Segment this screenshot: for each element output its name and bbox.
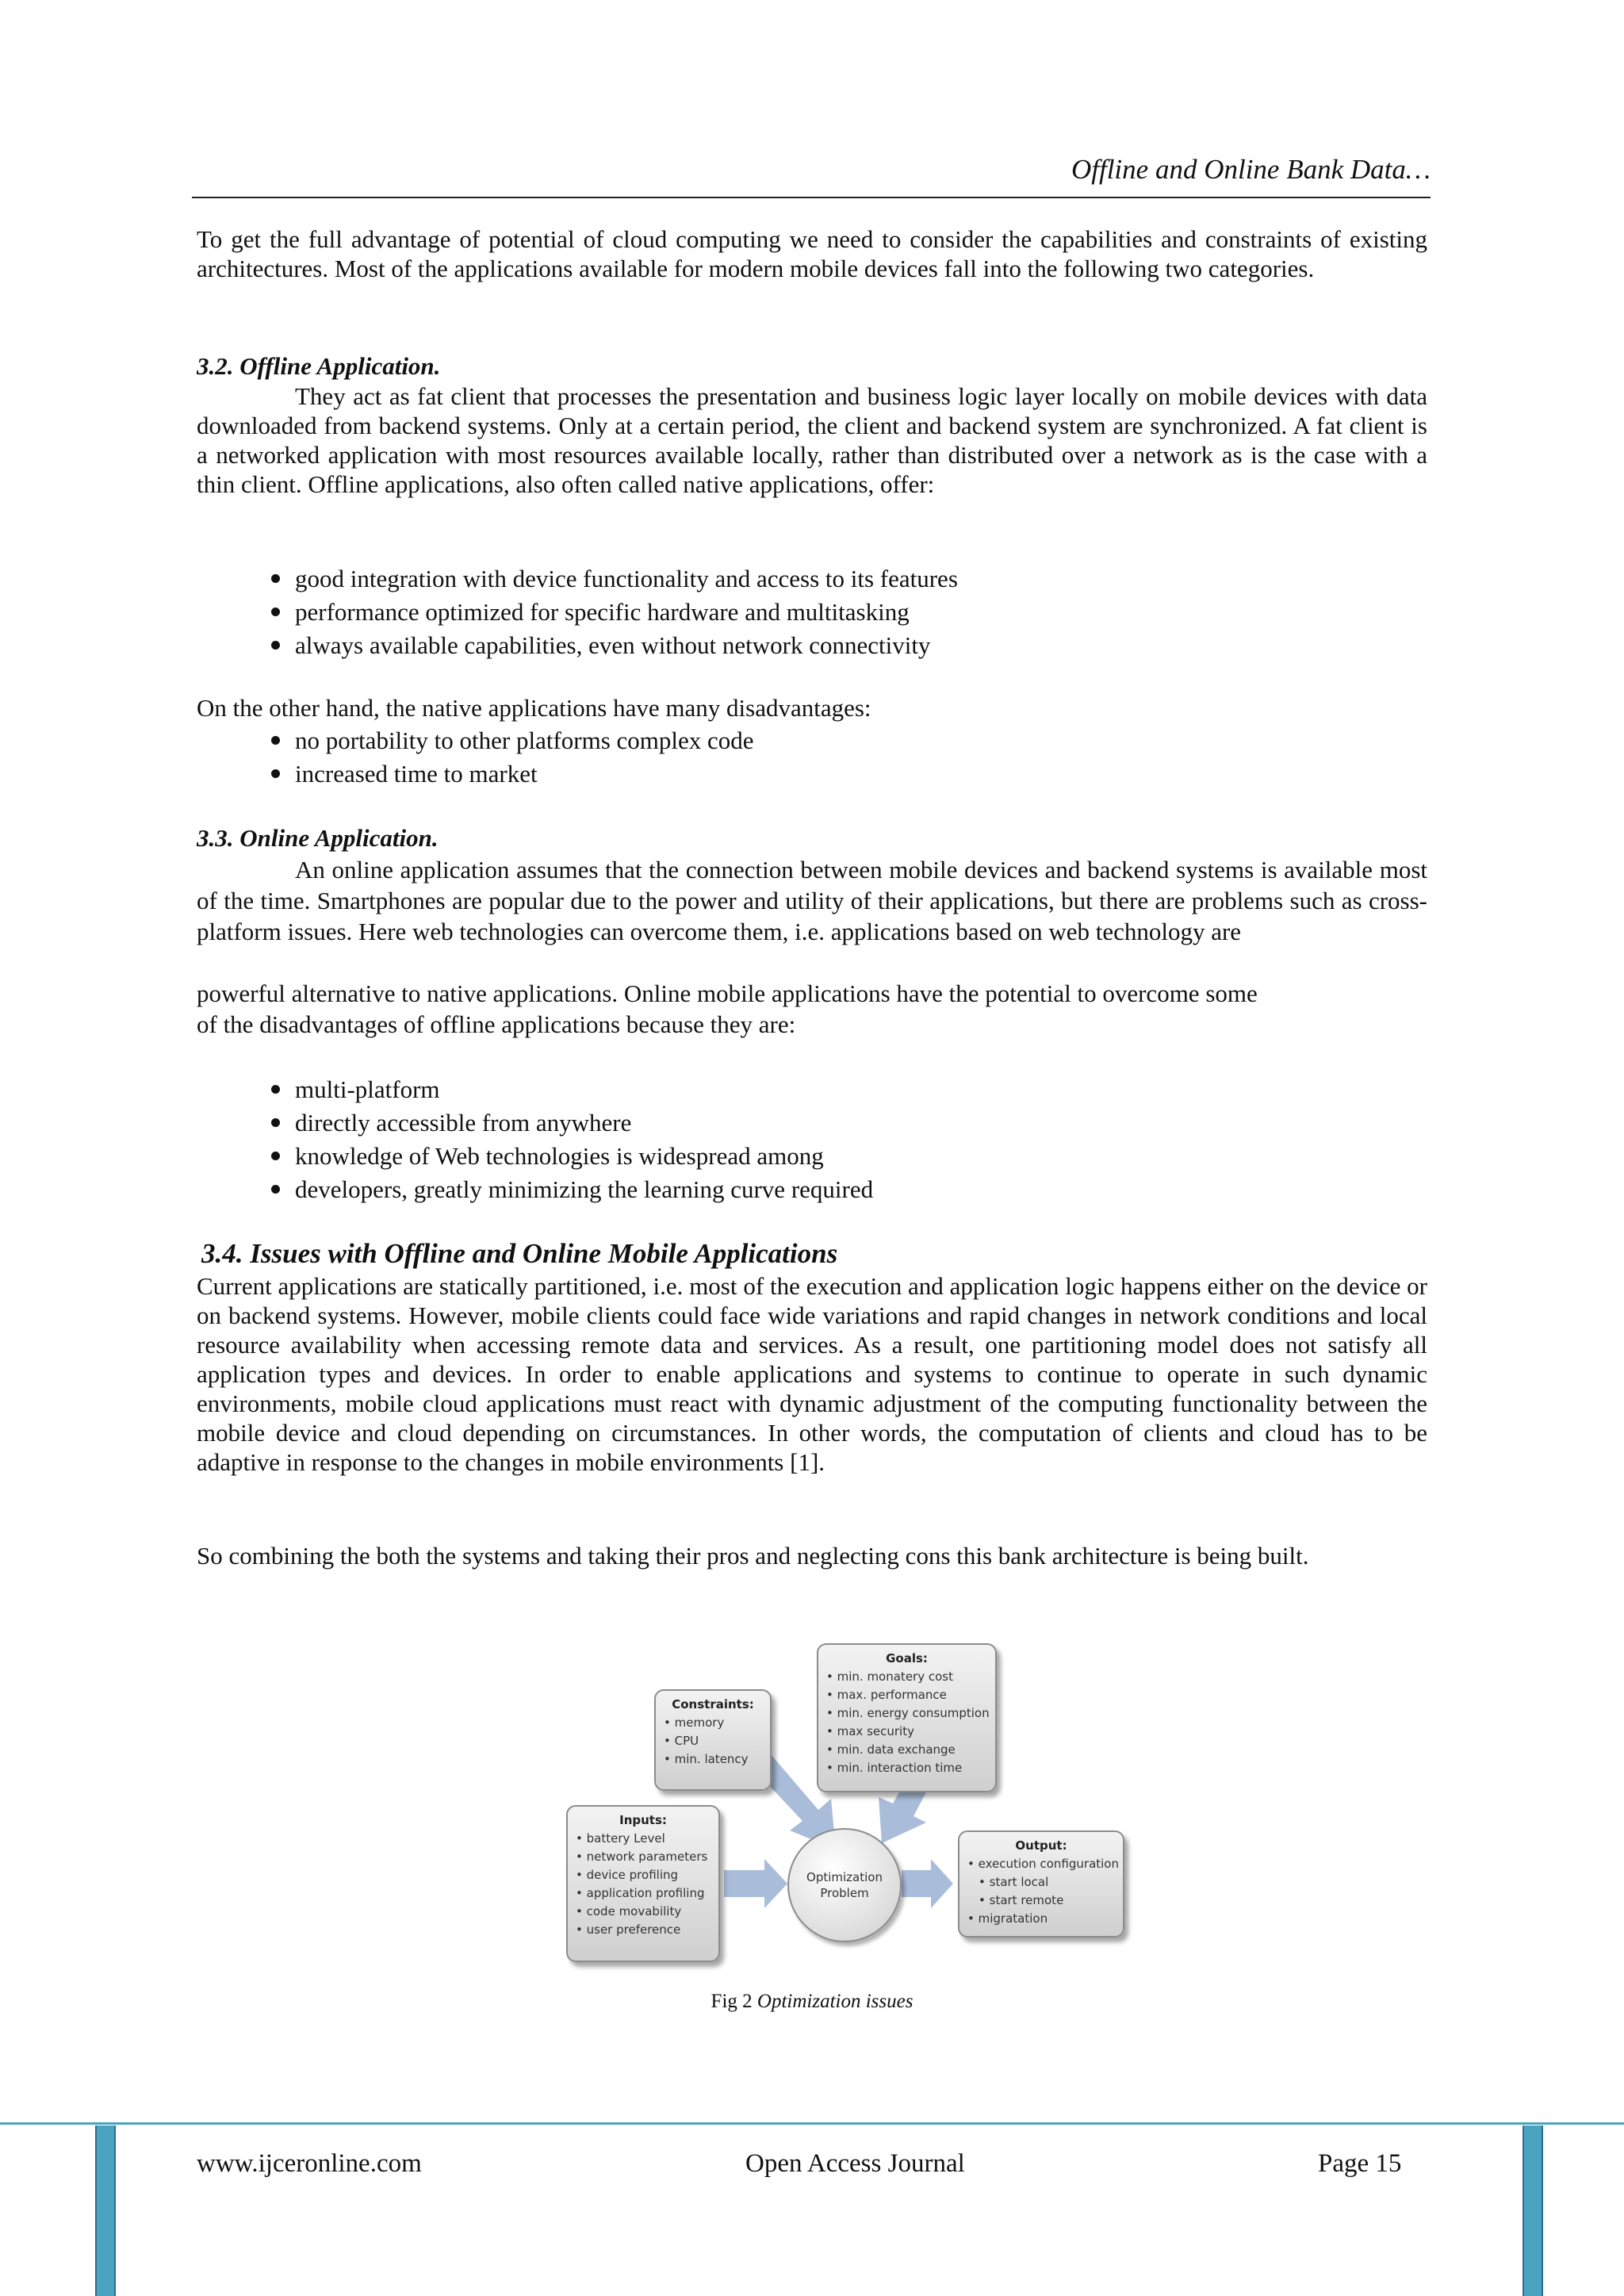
inputs-item: • network parameters: [576, 1848, 710, 1866]
caption-prefix: Fig 2: [710, 1991, 753, 2012]
inputs-item: • user preference: [576, 1921, 710, 1939]
offline-text: They act as fat client that processes the presentation and business logic layer locally on mobile devices with data downloaded from backend systems. Only at a certain period, the client and backend system are synchronized. A fat client is a networked application with most resources available locally, rather than distributed over a network as is the case with a thin client. Offline applications, also often called native applications, offer:: [197, 382, 1427, 498]
constraints-item: • min. latency: [664, 1750, 762, 1769]
offline-offers-list: [270, 562, 958, 662]
constraints-title: Constraints:: [672, 1697, 754, 1711]
footer-rule: [0, 2122, 1624, 2125]
goals-item: • min. data exchange: [826, 1741, 987, 1759]
intro-paragraph: To get the full advantage of potential of cloud computing we need to consider the capabilities and constraints of existing architectures. Most of the applications available for modern mobile devices fall into the following two categories.: [197, 225, 1427, 282]
list-item: performance optimized for specific hardware and multitasking: [270, 596, 958, 629]
constraints-box: [654, 1689, 772, 1791]
output-subitem: • start local: [967, 1873, 1115, 1892]
disadvantages-intro: On the other hand, the native applications have many disadvantages:: [197, 694, 871, 722]
online-paragraph: [197, 854, 1427, 947]
closing-paragraph: So combining the both the systems and taking their pros and neglecting cons this bank architecture is being built.: [197, 1542, 1309, 1570]
output-item: • migratation: [967, 1910, 1115, 1928]
online-text: An online application assumes that the connection between mobile devices and backend systems is available most of the time. Smartphones are popular due to the power and utility of their applications, but there are problems such as cross-platform issues. Here web technologies can overcome them, i.e. applications based on web technology are: [197, 856, 1427, 945]
output-title: Output:: [1015, 1838, 1067, 1853]
goals-item: • max. performance: [826, 1686, 987, 1704]
online-line-3: of the disadvantages of offline applications because they are:: [197, 1010, 796, 1038]
output-item: • execution configuration: [967, 1855, 1115, 1873]
footer-bar-right: [1522, 2125, 1543, 2296]
list-item: knowledge of Web technologies is widespread among: [270, 1140, 873, 1173]
running-header: Offline and Online Bank Data…: [1071, 154, 1431, 185]
arrow-inputs-to-center: [724, 1859, 787, 1908]
optimization-figure: [555, 1634, 1142, 1983]
optimization-problem-node: [787, 1828, 902, 1942]
list-item: always available capabilities, even without network connectivity: [270, 629, 958, 662]
goals-box: [817, 1643, 997, 1792]
output-box: [958, 1830, 1124, 1938]
inputs-box: [566, 1805, 720, 1962]
goals-item: • max security: [826, 1723, 987, 1741]
goals-title: Goals:: [886, 1651, 928, 1665]
issues-paragraph: Current applications are statically partitioned, i.e. most of the execution and application logic happens either on the device or on backend systems. However, mobile clients could face wide variations and rapid changes in network conditions and local resource availability when accessing remote data and services. As a result, one partitioning model does not satisfy all application types and devices. In order to enable applications and systems to continue to operate in such dynamic environments, mobile cloud applications must react with dynamic adjustment of the computing functionality between the mobile device and cloud depending on circumstances. In other words, the computation of clients and cloud has to be adaptive in response to the changes in mobile environments [1].: [197, 1272, 1427, 1476]
header-rule: [192, 197, 1431, 198]
inputs-item: • device profiling: [576, 1866, 710, 1884]
list-item: multi-platform: [270, 1073, 873, 1106]
goals-item: • min. monatery cost: [826, 1668, 987, 1686]
disadvantages-list: [270, 724, 754, 791]
list-item: directly accessible from anywhere: [270, 1106, 873, 1140]
center-line-1: Optimization: [806, 1870, 883, 1884]
figure-caption: [0, 1991, 1624, 2013]
section-heading-offline: 3.2. Offline Application.: [197, 352, 441, 380]
list-item: developers, greatly minimizing the learning curve required: [270, 1173, 873, 1206]
constraints-item: • memory: [664, 1714, 762, 1732]
output-subitem: • start remote: [967, 1892, 1115, 1910]
constraints-item: • CPU: [664, 1732, 762, 1750]
goals-item: • min. energy consumption: [826, 1704, 987, 1723]
list-item: no portability to other platforms complex code: [270, 724, 754, 757]
goals-item: • min. interaction time: [826, 1759, 987, 1777]
footer-bar-left: [95, 2125, 116, 2296]
section-heading-online: 3.3. Online Application.: [197, 824, 439, 852]
inputs-item: • application profiling: [576, 1884, 710, 1903]
offline-paragraph: [197, 381, 1427, 499]
inputs-item: • code movability: [576, 1903, 710, 1921]
arrow-center-to-output: [902, 1859, 953, 1908]
list-item: good integration with device functionality and access to its features: [270, 562, 958, 596]
online-advantages-list: [270, 1073, 873, 1206]
section-heading-issues: 3.4. Issues with Offline and Online Mobile Applications: [201, 1238, 838, 1269]
inputs-title: Inputs:: [619, 1813, 667, 1827]
online-line-2: powerful alternative to native applications. Online mobile applications have the potential to overcome some: [197, 979, 1258, 1007]
footer-journal: Open Access Journal: [745, 2149, 965, 2178]
footer-page-number: Page 15: [1318, 2149, 1402, 2178]
footer-website: www.ijceronline.com: [197, 2149, 422, 2178]
center-line-2: Problem: [820, 1886, 869, 1900]
inputs-item: • battery Level: [576, 1830, 710, 1848]
list-item: increased time to market: [270, 757, 754, 791]
caption-title: Optimization issues: [756, 1991, 914, 2012]
